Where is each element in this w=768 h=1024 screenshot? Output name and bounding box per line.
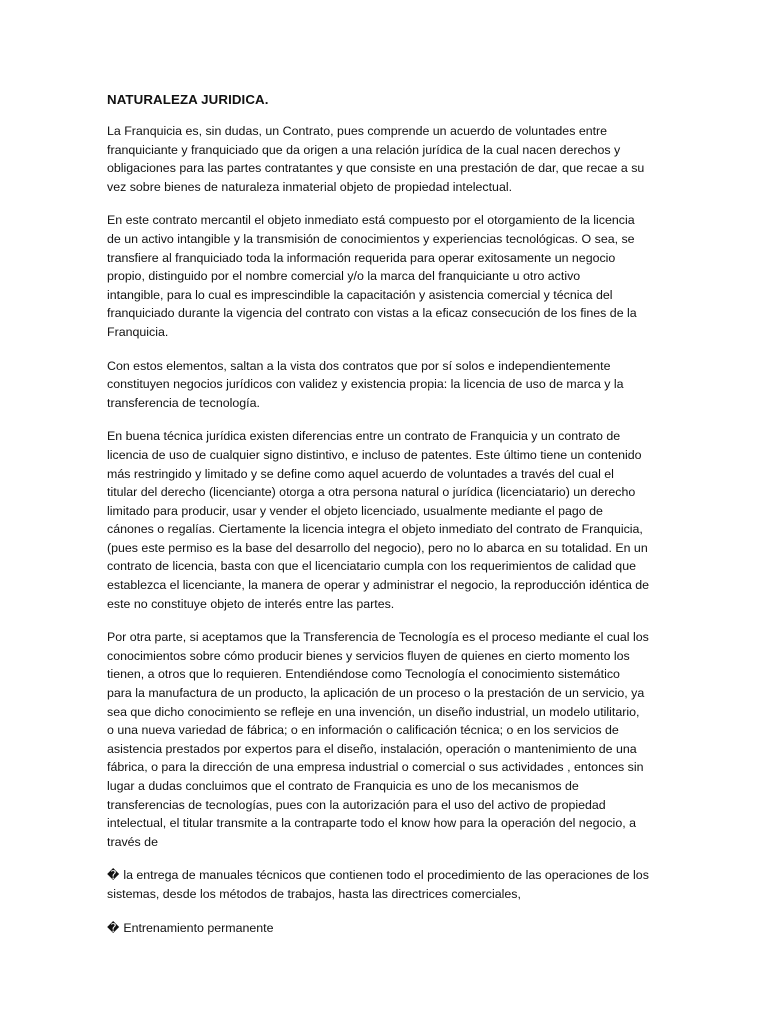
paragraph [107, 628, 663, 851]
paragraph-line: titular del derecho (licenciante) otorga a otra persona natural o jurídica (licenciatario) un derecho [107, 485, 636, 500]
paragraph-line: de un activo intangible y la transmisión de conocimientos y experiencias tecnológicas. O sea, se [107, 231, 635, 246]
paragraph-line: licencia de uso de cualquier signo distintivo, e incluso de patentes. Este último tiene un contenido [107, 447, 642, 462]
paragraph-line: más restringido y limitado y se define como aquel acuerdo de voluntades a través del cual el [107, 466, 614, 481]
paragraph-line: transfiere al franquiciado toda la información requerida para operar exitosamente un negocio [107, 250, 616, 265]
paragraph-line: contrato de licencia, basta con que el licenciatario cumpla con los requerimientos de calidad que [107, 559, 636, 574]
bullet-line [107, 885, 663, 904]
paragraph [107, 357, 663, 413]
bullet-marker-icon: � [107, 868, 120, 883]
paragraph-line: En buena técnica jurídica existen diferencias entre un contrato de Franquicia y un contrato de [107, 429, 621, 444]
document-page [107, 90, 663, 952]
paragraph-line: lugar a dudas concluimos que el contrato de Franquicia es uno de los mecanismos de [107, 779, 579, 793]
document-body [107, 122, 663, 851]
paragraph-line: fábrica, o para la dirección de una empresa industrial o comercial o sus actividades , entonces sin [107, 760, 644, 775]
bullet-marker-icon: � [107, 920, 120, 935]
paragraph-line: Por otra parte, si aceptamos que la Transferencia de Tecnología es el proceso mediante el cual los [107, 630, 649, 645]
paragraph-line: Con estos elementos, saltan a la vista dos contratos que por sí solos e independientemente [107, 358, 611, 373]
paragraph-line: para la manufactura de un producto, la aplicación de un proceso o la prestación de un servicio, ya [107, 686, 645, 701]
bullet-item [107, 866, 663, 903]
paragraph-line: conocimientos sobre cómo producir bienes y servicios fluyen de quienes en cierto momento los [107, 648, 630, 663]
paragraph-line: constituyen negocios jurídicos con validez y existencia propia: la licencia de uso de marca y la [107, 377, 624, 392]
paragraph-line: En este contrato mercantil el objeto inmediato está compuesto por el otorgamiento de la licencia [107, 213, 635, 228]
paragraph [107, 122, 663, 196]
bullet-item [107, 919, 663, 938]
paragraph-line: franquiciante y franquiciado que da origen a una relación jurídica de la cual nacen derechos y [107, 142, 621, 157]
paragraph-line: través de [107, 834, 158, 849]
paragraph-line: limitado para producir, usar y vender el objeto licenciado, usualmente mediante el pago de [107, 503, 603, 518]
paragraph-line: tienen, a otros que lo requieren. Entendiéndose como Tecnología el conocimiento sistemático [107, 667, 620, 682]
paragraph-line: vez sobre bienes de naturaleza inmaterial objeto de propiedad intelectual. [107, 179, 513, 194]
paragraph [107, 211, 663, 341]
bullet-line [107, 919, 663, 938]
paragraph-line: franquiciado durante la vigencia del contrato con vistas a la eficaz consecución de los fines de la [107, 306, 637, 321]
paragraph-line: La Franquicia es, sin dudas, un Contrato, pues comprende un acuerdo de voluntades entre [107, 124, 608, 138]
paragraph-line: sea que dicho conocimiento se refleje en una invención, un diseño industrial, un modelo utilitario, [107, 704, 640, 719]
paragraph-line: intelectual, el titular transmite a la contraparte todo el know how para la operación del negocio, a [107, 816, 636, 831]
paragraph-line: intangible, para lo cual es imprescindible la capacitación y asistencia comercial y técnica del [107, 287, 613, 302]
paragraph-line: o una nueva variedad de fábrica; o en información o calificación técnica; o en los servicios de [107, 723, 619, 738]
paragraph-line: obligaciones para las partes contratantes y que consiste en una prestación de dar, que recae a su [107, 161, 645, 176]
paragraph-line: este no constituye objeto de interés entre las partes. [107, 596, 395, 611]
paragraph-line: establezca el licenciante, la manera de operar y administrar el negocio, la reproducción idéntica de [107, 578, 650, 593]
paragraph-line: transferencia de tecnología. [107, 395, 260, 410]
paragraph-line: propio, distinguido por el nombre comercial y/o la marca del franquiciante u otro activo [107, 269, 581, 284]
bullet-text: la entrega de manuales técnicos que contienen todo el procedimiento de las operaciones de los [123, 868, 649, 883]
paragraph [107, 427, 663, 613]
bullet-text: Entrenamiento permanente [123, 920, 274, 935]
paragraph-line: (pues este permiso es la base del desarrollo del negocio), pero no lo abarca en su totalidad. En un [107, 540, 648, 555]
bullet-text: sistemas, desde los métodos de trabajos, hasta las directrices comerciales, [107, 886, 521, 901]
document-heading: NATURALEZA JURIDICA. [107, 92, 269, 107]
bullet-line [107, 866, 663, 885]
paragraph-line: Franquicia. [107, 324, 169, 339]
bullet-list [107, 866, 663, 937]
paragraph-line: asistencia prestados por expertos para el diseño, instalación, operación o mantenimiento de una [107, 741, 637, 756]
paragraph-line: cánones o regalías. Ciertamente la licencia integra el objeto inmediato del contrato de Franquicia, [107, 522, 643, 537]
paragraph-line: transferencias de tecnologías, pues con la autorización para el uso del activo de propiedad [107, 797, 606, 812]
